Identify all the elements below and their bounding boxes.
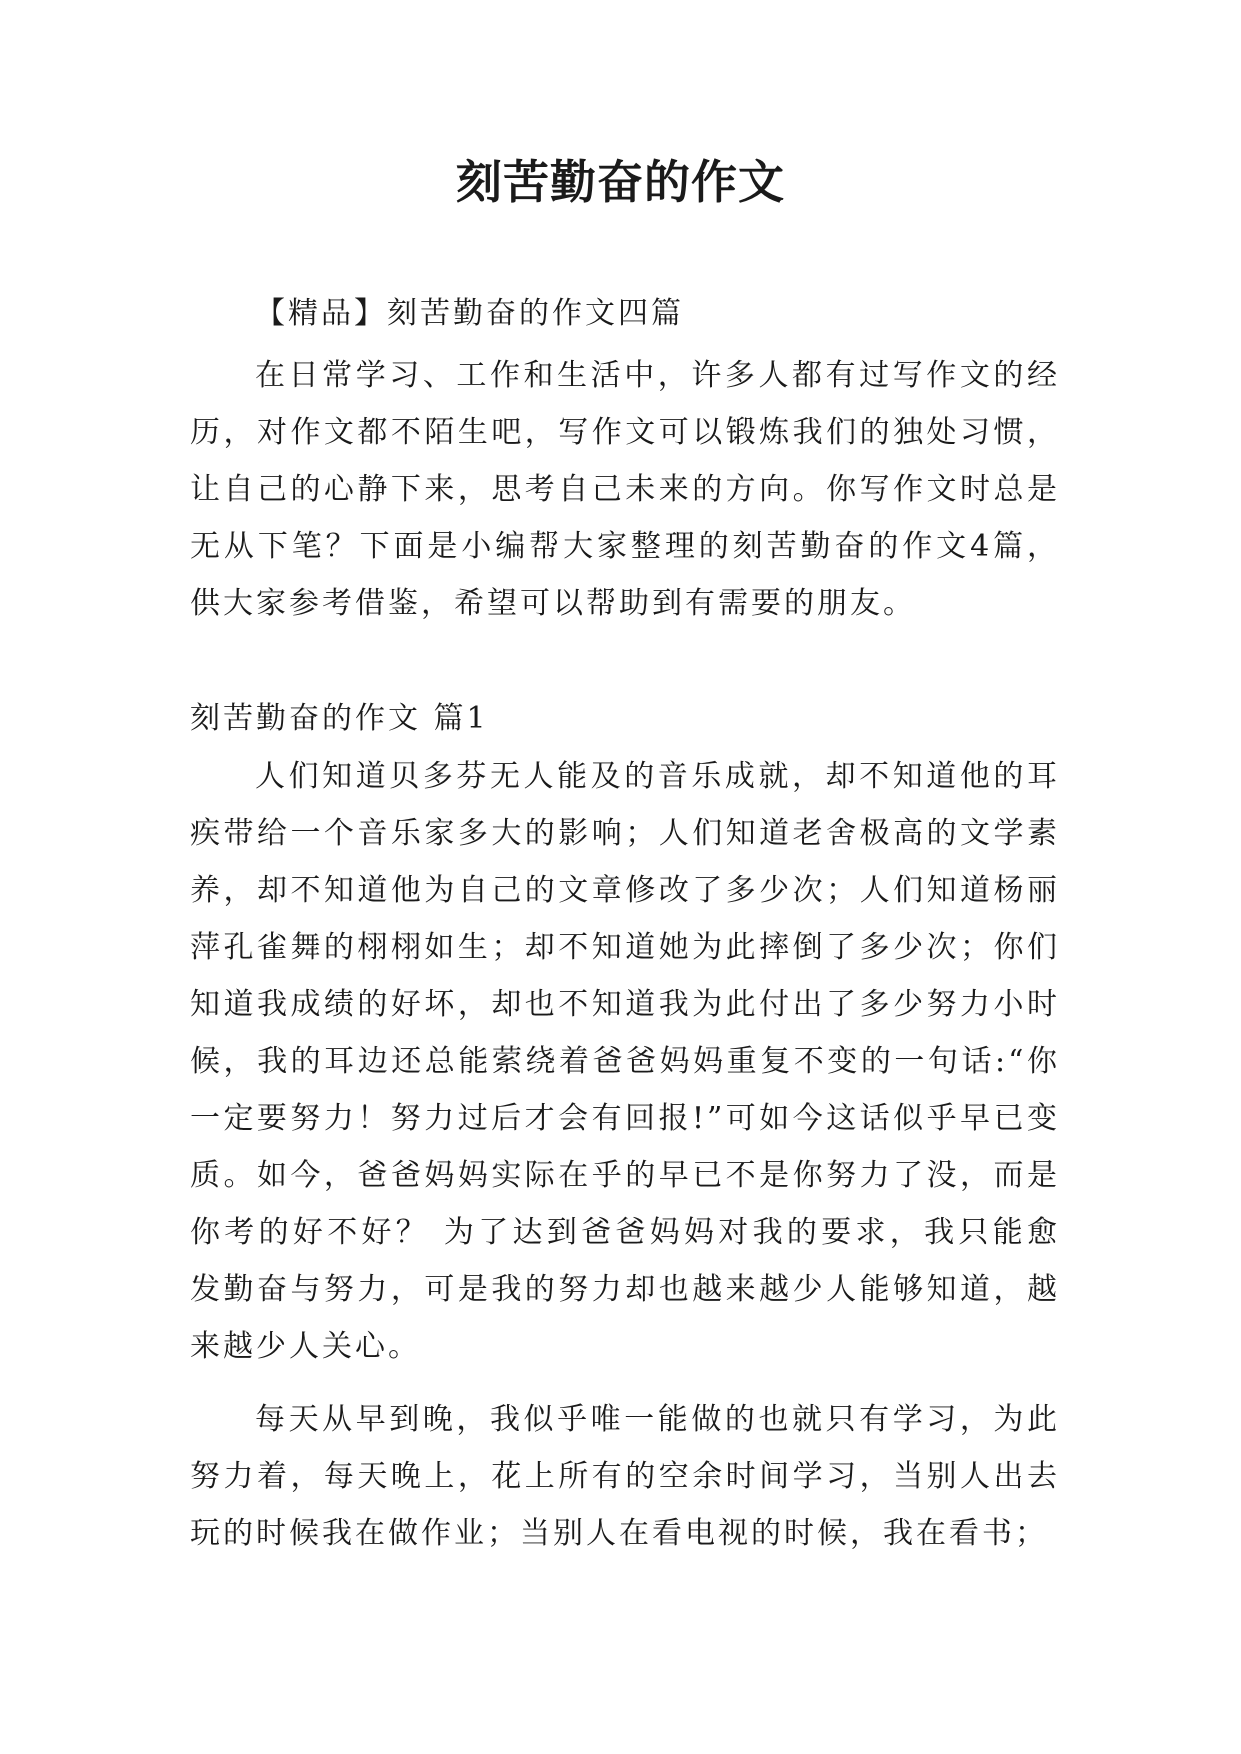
document-subtitle: 【精品】刻苦勤奋的作文四篇 [255,296,684,331]
page-title: 刻苦勤奋的作文 [456,155,785,209]
body-paragraph-2: 每天从早到晚，我似乎唯一能做的也就只有学习，为此努力着，每天晚上，花上所有的空余时间学习，当别人出去玩的时候我在做作业；当别人在看电视的时候，我在看书； [190,1402,1060,1551]
body-paragraph-1: 人们知道贝多芬无人能及的音乐成就，却不知道他的耳疾带给一个音乐家多大的影响；人们知道老舍极高的文学素养，却不知道他为自己的文章修改了多少次；人们知道杨丽萍孔雀舞的栩栩如生；却不知道她为此摔倒了多少次；你们知道我成绩的好坏，却也不知道我为此付出了多少努力小时候，我的耳边还总能萦绕着爸爸妈妈重复不变的一句话:“你一定要努力！努力过后才会有回报!”可如今这话似乎早已变质。如今，爸爸妈妈实际在乎的早已不是你努力了没，而是你考的好不好？ 为了达到爸爸妈妈对我的要求，我只能愈发勤奋与努力，可是我的努力却也越来越少人能够知道，越来越少人关心。 [190,759,1060,1364]
intro-paragraph: 在日常学习、工作和生活中，许多人都有过写作文的经历，对作文都不陌生吧，写作文可以锻炼我们的独处习惯，让自己的心静下来，思考自己未来的方向。你写作文时总是无从下笔？下面是小编帮大家整理的刻苦勤奋的作文4篇，供大家参考借鉴，希望可以帮助到有需要的朋友。 [190,358,1060,621]
section-heading: 刻苦勤奋的作文 篇1 [190,701,489,736]
